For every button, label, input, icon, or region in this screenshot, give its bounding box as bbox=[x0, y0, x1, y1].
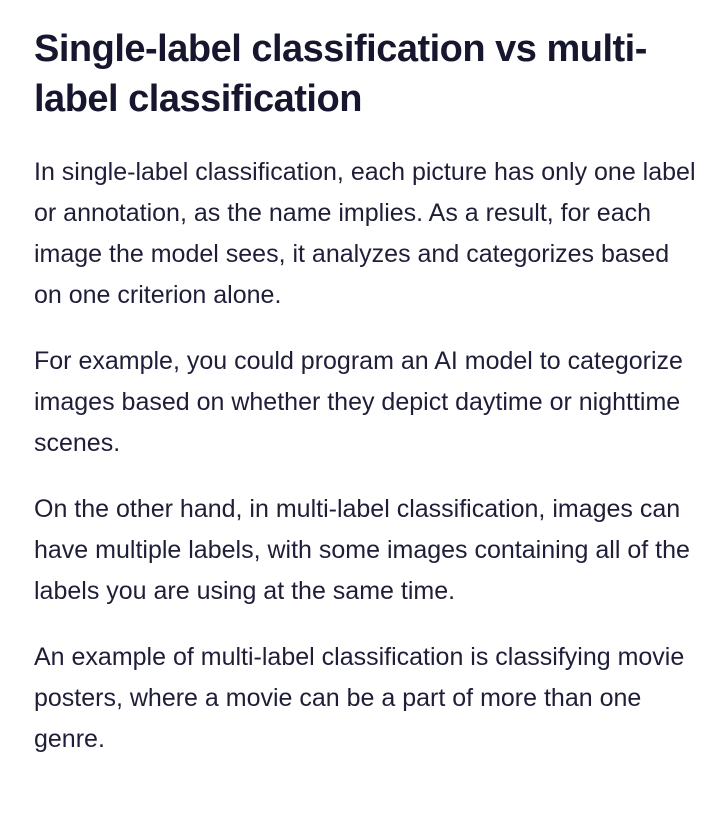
paragraph-single-label: In single-label classification, each picture has only one label or annotation, as the name implies. As a result, for each image the model sees, it analyzes and categorizes based on one criterion alone. bbox=[34, 158, 696, 309]
article-heading: Single-label classification vs multi-label classification bbox=[34, 28, 647, 120]
paragraph-multi-label-example: An example of multi-label classification is classifying movie posters, where a movie can be a part of more than one genre. bbox=[34, 643, 685, 753]
article bbox=[34, 24, 702, 785]
paragraph-multi-label: On the other hand, in multi-label classification, images can have multiple labels, with some images containing all of the labels you are using at the same time. bbox=[34, 495, 690, 605]
paragraph-single-label-example: For example, you could program an AI model to categorize images based on whether they depict daytime or nighttime scenes. bbox=[34, 347, 683, 457]
